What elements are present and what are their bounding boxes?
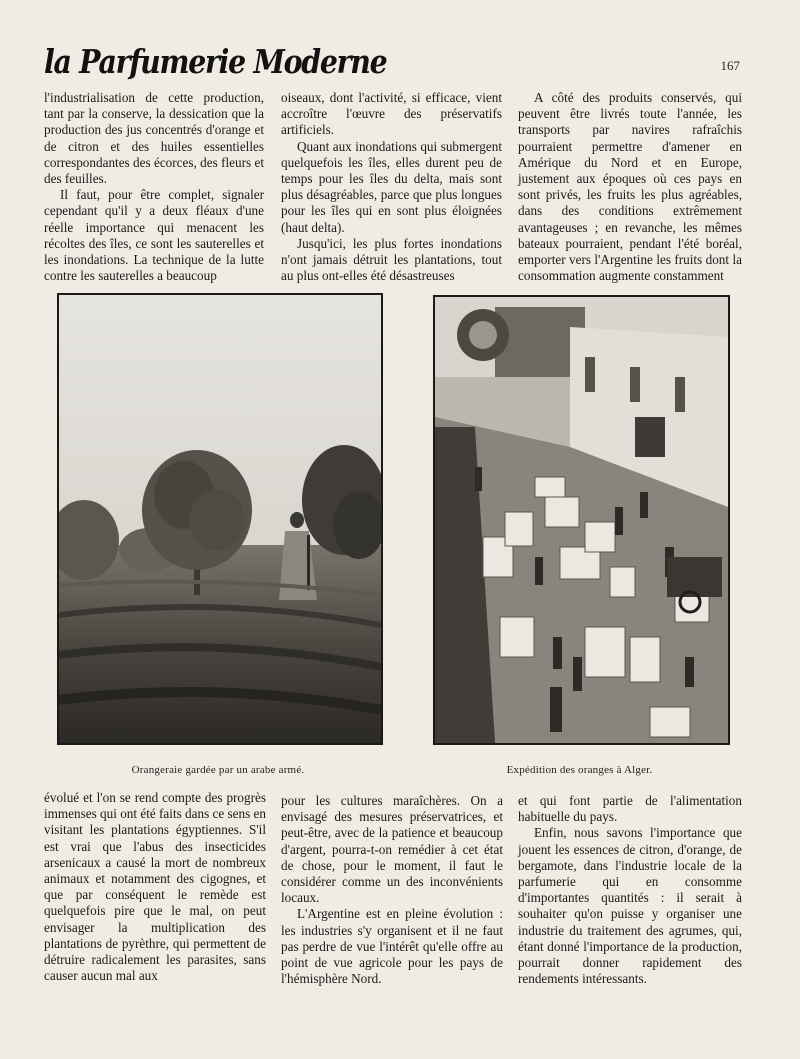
text-column-bottom-1 xyxy=(44,790,266,984)
orange-shipment-image xyxy=(435,297,728,743)
text-column-bottom-3 xyxy=(518,793,742,987)
photo-orange-shipment xyxy=(433,295,730,745)
paragraph: A côté des produits conservés, qui peuvent être livrés toute l'année, les transports par navires rafraîchis pourraient permettre d'amener en Amérique du Nord et en Europe, justement aux époques où ces pays en sont privés, les fruits les plus agréables, dans des conditions extrêmement avantageuses ; en revanche, les mêmes bateaux pourraient, pendant l'été boréal, emporter vers l'Argentine les fruits dont la consommation augmente constamment xyxy=(518,90,742,284)
paragraph: Enfin, nous savons l'importance que jouent les essences de citron, d'orange, de bergamote, dans l'industrie locale de la parfumerie qui en consomme d'importantes quantités : il serait à souhaiter qu'on puisse y organiser une industrie du traitement des agrumes, qui, étant donné l'importance de la production, pourrait donner rapidement des rendements intéressants. xyxy=(518,825,742,987)
photo-orange-grove xyxy=(57,293,383,745)
paragraph: Il faut, pour être complet, signaler cependant qu'il y a deux fléaux d'une réelle importance qui menacent les récoltes des îles, ce sont les sauterelles et les inondations. La technique de la lutte contre les sauterelles a beaucoup xyxy=(44,187,264,284)
paragraph: et qui font partie de l'alimentation habituelle du pays. xyxy=(518,793,742,825)
text-column-top-3 xyxy=(518,90,742,284)
paragraph: évolué et l'on se rend compte des progrès immenses qui ont été faits dans ce sens en visitant les plantations égyptiennes. S'il est vrai que l'abus des insecticides arsenicaux a causé la mort de nombreux animaux et notamment des cigognes, et que par conséquent le remède est quelquefois pire que le mal, on peut envisager la multiplication des plantations de pyrèthre, qui permettent de détruire radicalement les parasites, sans causer aucun mal aux xyxy=(44,790,266,984)
orange-grove-image xyxy=(59,295,381,743)
text-column-top-2 xyxy=(281,90,502,284)
text-column-bottom-2 xyxy=(281,793,503,987)
paragraph: Quant aux inondations qui submergent quelquefois les îles, elles durent peu de temps pour les îles du delta, mais sont plus désagréables, parce que plus longues pour les îles qui en sont plus éloignées (haut delta). xyxy=(281,138,502,235)
text-column-top-1 xyxy=(44,90,264,284)
photo-caption-left: Orangeraie gardée par un arabe armé. xyxy=(131,764,305,776)
paragraph: oiseaux, dont l'activité, si efficace, vient accroître l'œuvre des préservatifs artificiels. xyxy=(281,90,502,138)
photo-caption-right: Expédition des oranges à Alger. xyxy=(506,764,653,776)
paragraph: L'Argentine est en pleine évolution : les industries s'y organisent et il ne faut pas perdre de vue l'intérêt qu'elle offre au point de vue agricole pour les pays de l'hémisphère Nord. xyxy=(281,906,503,987)
paragraph: Jusqu'ici, les plus fortes inondations n'ont jamais détruit les plantations, tout au plus ont-elles été désastreuses xyxy=(281,235,502,284)
paragraph: l'industrialisation de cette production, tant par la conserve, la dessication que la production des jus concentrés d'orange et de citron et des huiles essentielles correspondantes des écorces, des fleurs et des feuilles. xyxy=(44,90,264,187)
paragraph: pour les cultures maraîchères. On a envisagé des mesures préservatrices, et peut-être, avec de la patience et beaucoup d'argent, pourra-t-on remédier à cet état de chose, pour le moment, il faut le considérer comme un des inconvénients locaux. xyxy=(281,793,503,906)
masthead: la Parfumerie Moderne xyxy=(44,42,387,81)
page-number: 167 xyxy=(720,58,740,73)
